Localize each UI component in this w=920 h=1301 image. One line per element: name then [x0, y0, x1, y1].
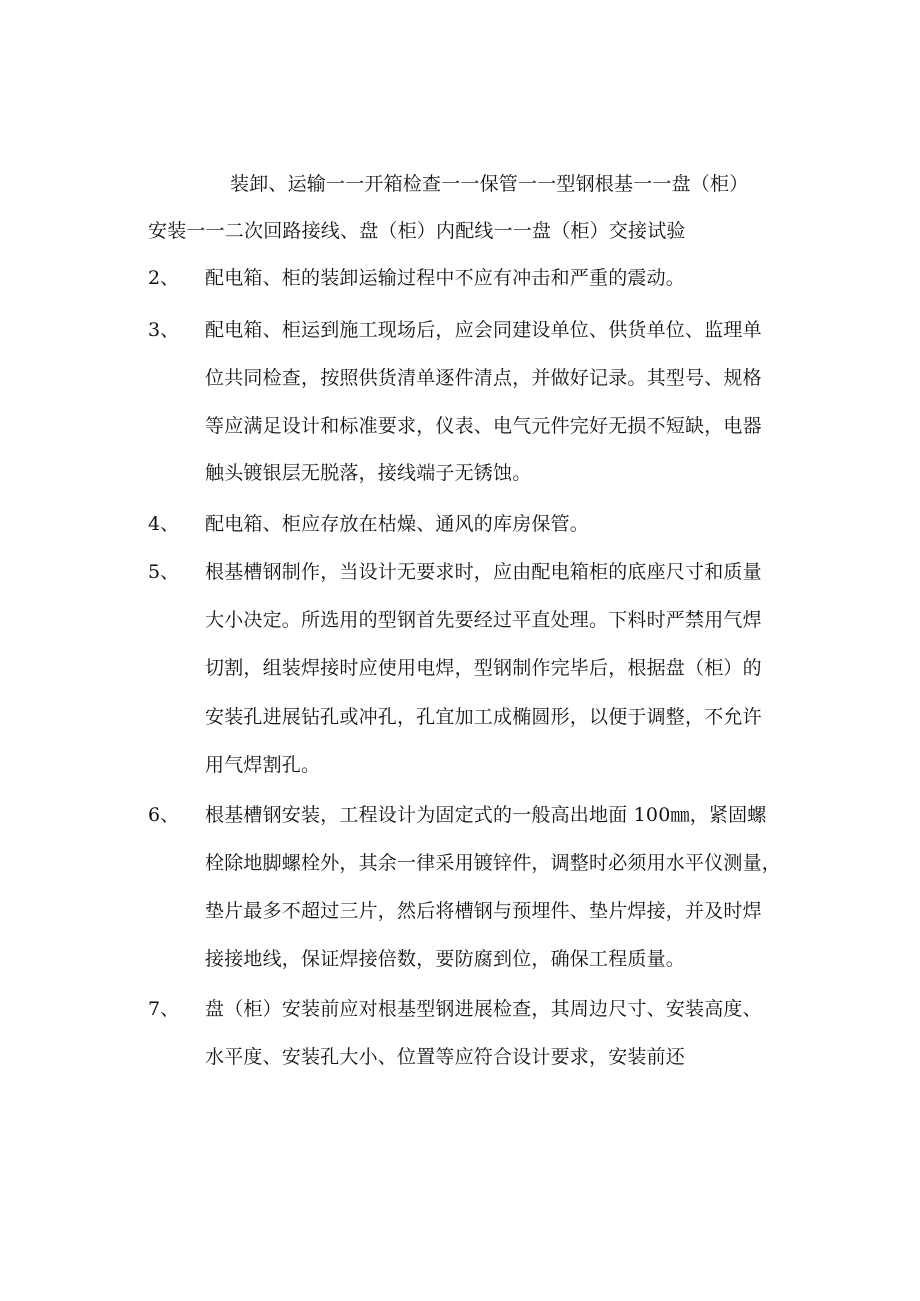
item-line: 盘（柜）安装前应对根基型钢进展检查，其周边尺寸、安装高度、 [205, 998, 762, 1020]
item-line: 大小决定。所选用的型钢首先要经过平直处理。下料时严禁用气焊 [205, 609, 762, 631]
item-line: 触头镀银层无脱落，接线端子无锈蚀。 [205, 462, 532, 484]
item-number: 6、 [148, 804, 180, 826]
item-number: 3、 [148, 319, 180, 341]
item-number: 4、 [148, 513, 180, 535]
item-line: 位共同检查，按照供货清单逐件清点，并做好记录。其型号、规格 [205, 367, 762, 389]
item-line: 水平度、安装孔大小、位置等应符合设计要求，安装前还 [205, 1046, 686, 1068]
item-line: 配电箱、柜运到施工现场后，应会同建设单位、供货单位、监理单 [205, 319, 762, 341]
item-line: 切割，组装焊接时应使用电焊，型钢制作完毕后，根据盘（柜）的 [205, 657, 762, 679]
item-number: 2、 [148, 267, 180, 289]
item-line: 用气焊割孔。 [205, 754, 321, 776]
item-number: 5、 [148, 561, 180, 583]
item-number: 7、 [148, 998, 180, 1020]
item-line: 根基槽钢制作，当设计无要求时，应由配电箱柜的底座尺寸和质量 [205, 561, 762, 583]
intro-line-2: 安装一一二次回路接线、盘（柜）内配线一一盘（柜）交接试验 [148, 220, 686, 242]
item-line: 栓除地脚螺栓外，其余一律采用镀锌件，调整时必须用水平仪测量， [205, 852, 782, 874]
item-line: 配电箱、柜的装卸运输过程中不应有冲击和严重的震动。 [205, 267, 686, 289]
item-line: 根基槽钢安装，工程设计为固定式的一般高出地面 100㎜，紧固螺 [205, 804, 767, 826]
item-line: 垫片最多不超过三片，然后将槽钢与预埋件、垫片焊接，并及时焊 [205, 900, 762, 922]
item-line: 配电箱、柜应存放在枯燥、通风的库房保管。 [205, 513, 590, 535]
intro-line-1: 装卸、运输一一开箱检查一一保管一一型钢根基一一盘（柜） [230, 173, 749, 195]
item-line: 接接地线，保证焊接倍数，要防腐到位，确保工程质量。 [205, 948, 686, 970]
item-line: 安装孔进展钻孔或冲孔，孔宜加工成椭圆形，以便于调整，不允许 [205, 706, 762, 728]
item-line: 等应满足设计和标准要求，仪表、电气元件完好无损不短缺，电器 [205, 415, 762, 437]
